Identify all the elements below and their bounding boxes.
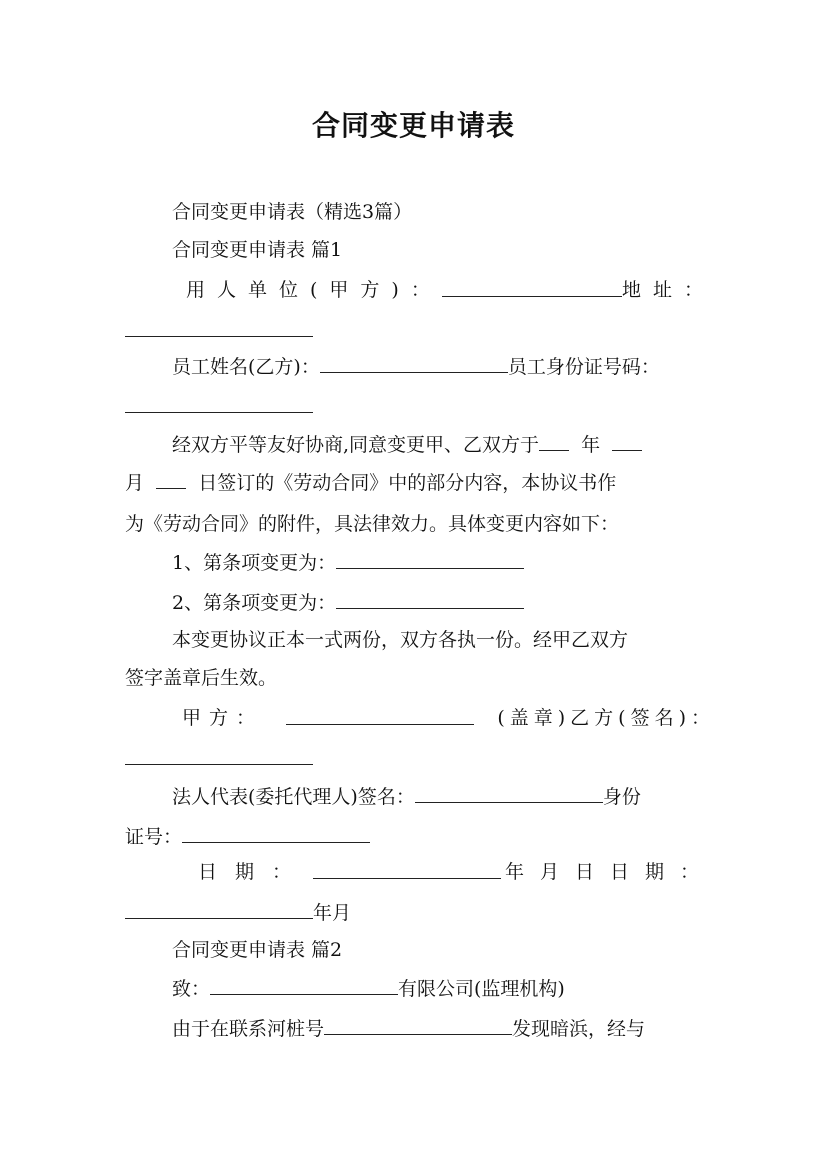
item-1-blank — [336, 548, 524, 569]
ym-blank — [125, 898, 313, 919]
legal-id-blank — [182, 822, 370, 843]
id-label: 员工身份证号码： — [507, 356, 660, 378]
year-blank — [539, 430, 569, 451]
address-label: 地址： — [621, 279, 715, 301]
discover-pre: 由于在联系河桩号 — [172, 1018, 325, 1040]
agree-end: 为《劳动合同》的附件，具法律效力。具体变更内容如下： — [125, 513, 620, 535]
month-blank — [612, 430, 642, 451]
item-2-label: 2、第条项变更为： — [172, 592, 337, 614]
subtitle: 合同变更申请表（精选3篇） — [172, 201, 413, 223]
validity-2: 签字盖章后生效。 — [125, 667, 278, 689]
employer-blank — [442, 276, 622, 297]
discover-post: 发现暗浜，经与 — [512, 1018, 646, 1040]
employer-label: 用人单位(甲方)： — [186, 279, 442, 301]
validity-1: 本变更协议正本一式两份，双方各执一份。经甲乙双方 — [172, 629, 629, 651]
to-label: 致： — [172, 978, 211, 1000]
party-b-blank — [125, 744, 313, 765]
legal-rep-row — [172, 782, 715, 811]
date-row — [198, 858, 715, 886]
ymd-date: 年月日日期： — [504, 861, 715, 883]
employee-row — [172, 352, 715, 381]
discover-blank — [324, 1014, 512, 1035]
agree-mid: 日签订的《劳动合同》中的部分内容，本协议书作 — [198, 472, 617, 494]
employee-blank — [320, 352, 508, 373]
id-tail-2: 证号： — [125, 826, 183, 848]
agree-row-2 — [125, 468, 715, 497]
to-row — [172, 974, 715, 1003]
address-row — [125, 316, 715, 345]
to-blank — [210, 974, 398, 995]
item-2-blank — [336, 588, 524, 609]
legal-rep-label: 法人代表(委托代理人)签名： — [172, 786, 415, 808]
employer-row — [186, 276, 715, 304]
item-2 — [172, 588, 715, 617]
year-label: 年 — [581, 434, 601, 456]
ym-label: 年月 — [313, 902, 352, 924]
item-1-label: 1、第条项变更为： — [172, 552, 337, 574]
party-row — [182, 704, 715, 732]
discover-row — [172, 1014, 715, 1043]
legal-rep-blank — [415, 782, 603, 803]
agree-pre: 经双方平等友好协商,同意变更甲、乙双方于 — [172, 434, 540, 456]
address-blank — [125, 316, 313, 337]
company-label: 有限公司(监理机构) — [398, 978, 565, 1000]
day-blank — [156, 468, 186, 489]
date-label: 日期： — [198, 861, 310, 883]
id-tail-1: 身份 — [602, 786, 641, 808]
ym-row — [125, 898, 715, 927]
date-blank — [313, 858, 501, 879]
item-1 — [172, 548, 715, 577]
id-row — [125, 392, 715, 421]
document-title: 合同变更申请表 — [311, 109, 515, 142]
party-b-row — [125, 744, 715, 773]
employee-label: 员工姓名(乙方)： — [172, 356, 320, 378]
part2-heading: 合同变更申请表 篇2 — [172, 939, 343, 961]
agree-row-1 — [172, 430, 715, 459]
id-blank — [125, 392, 313, 413]
month-label: 月 — [125, 472, 145, 494]
party-a-blank — [286, 704, 474, 725]
part1-heading: 合同变更申请表 篇1 — [172, 239, 343, 261]
party-a-label: 甲方： — [182, 707, 264, 729]
legal-id-row — [125, 822, 715, 851]
seal-label: (盖章)乙方(签名)： — [497, 707, 715, 729]
